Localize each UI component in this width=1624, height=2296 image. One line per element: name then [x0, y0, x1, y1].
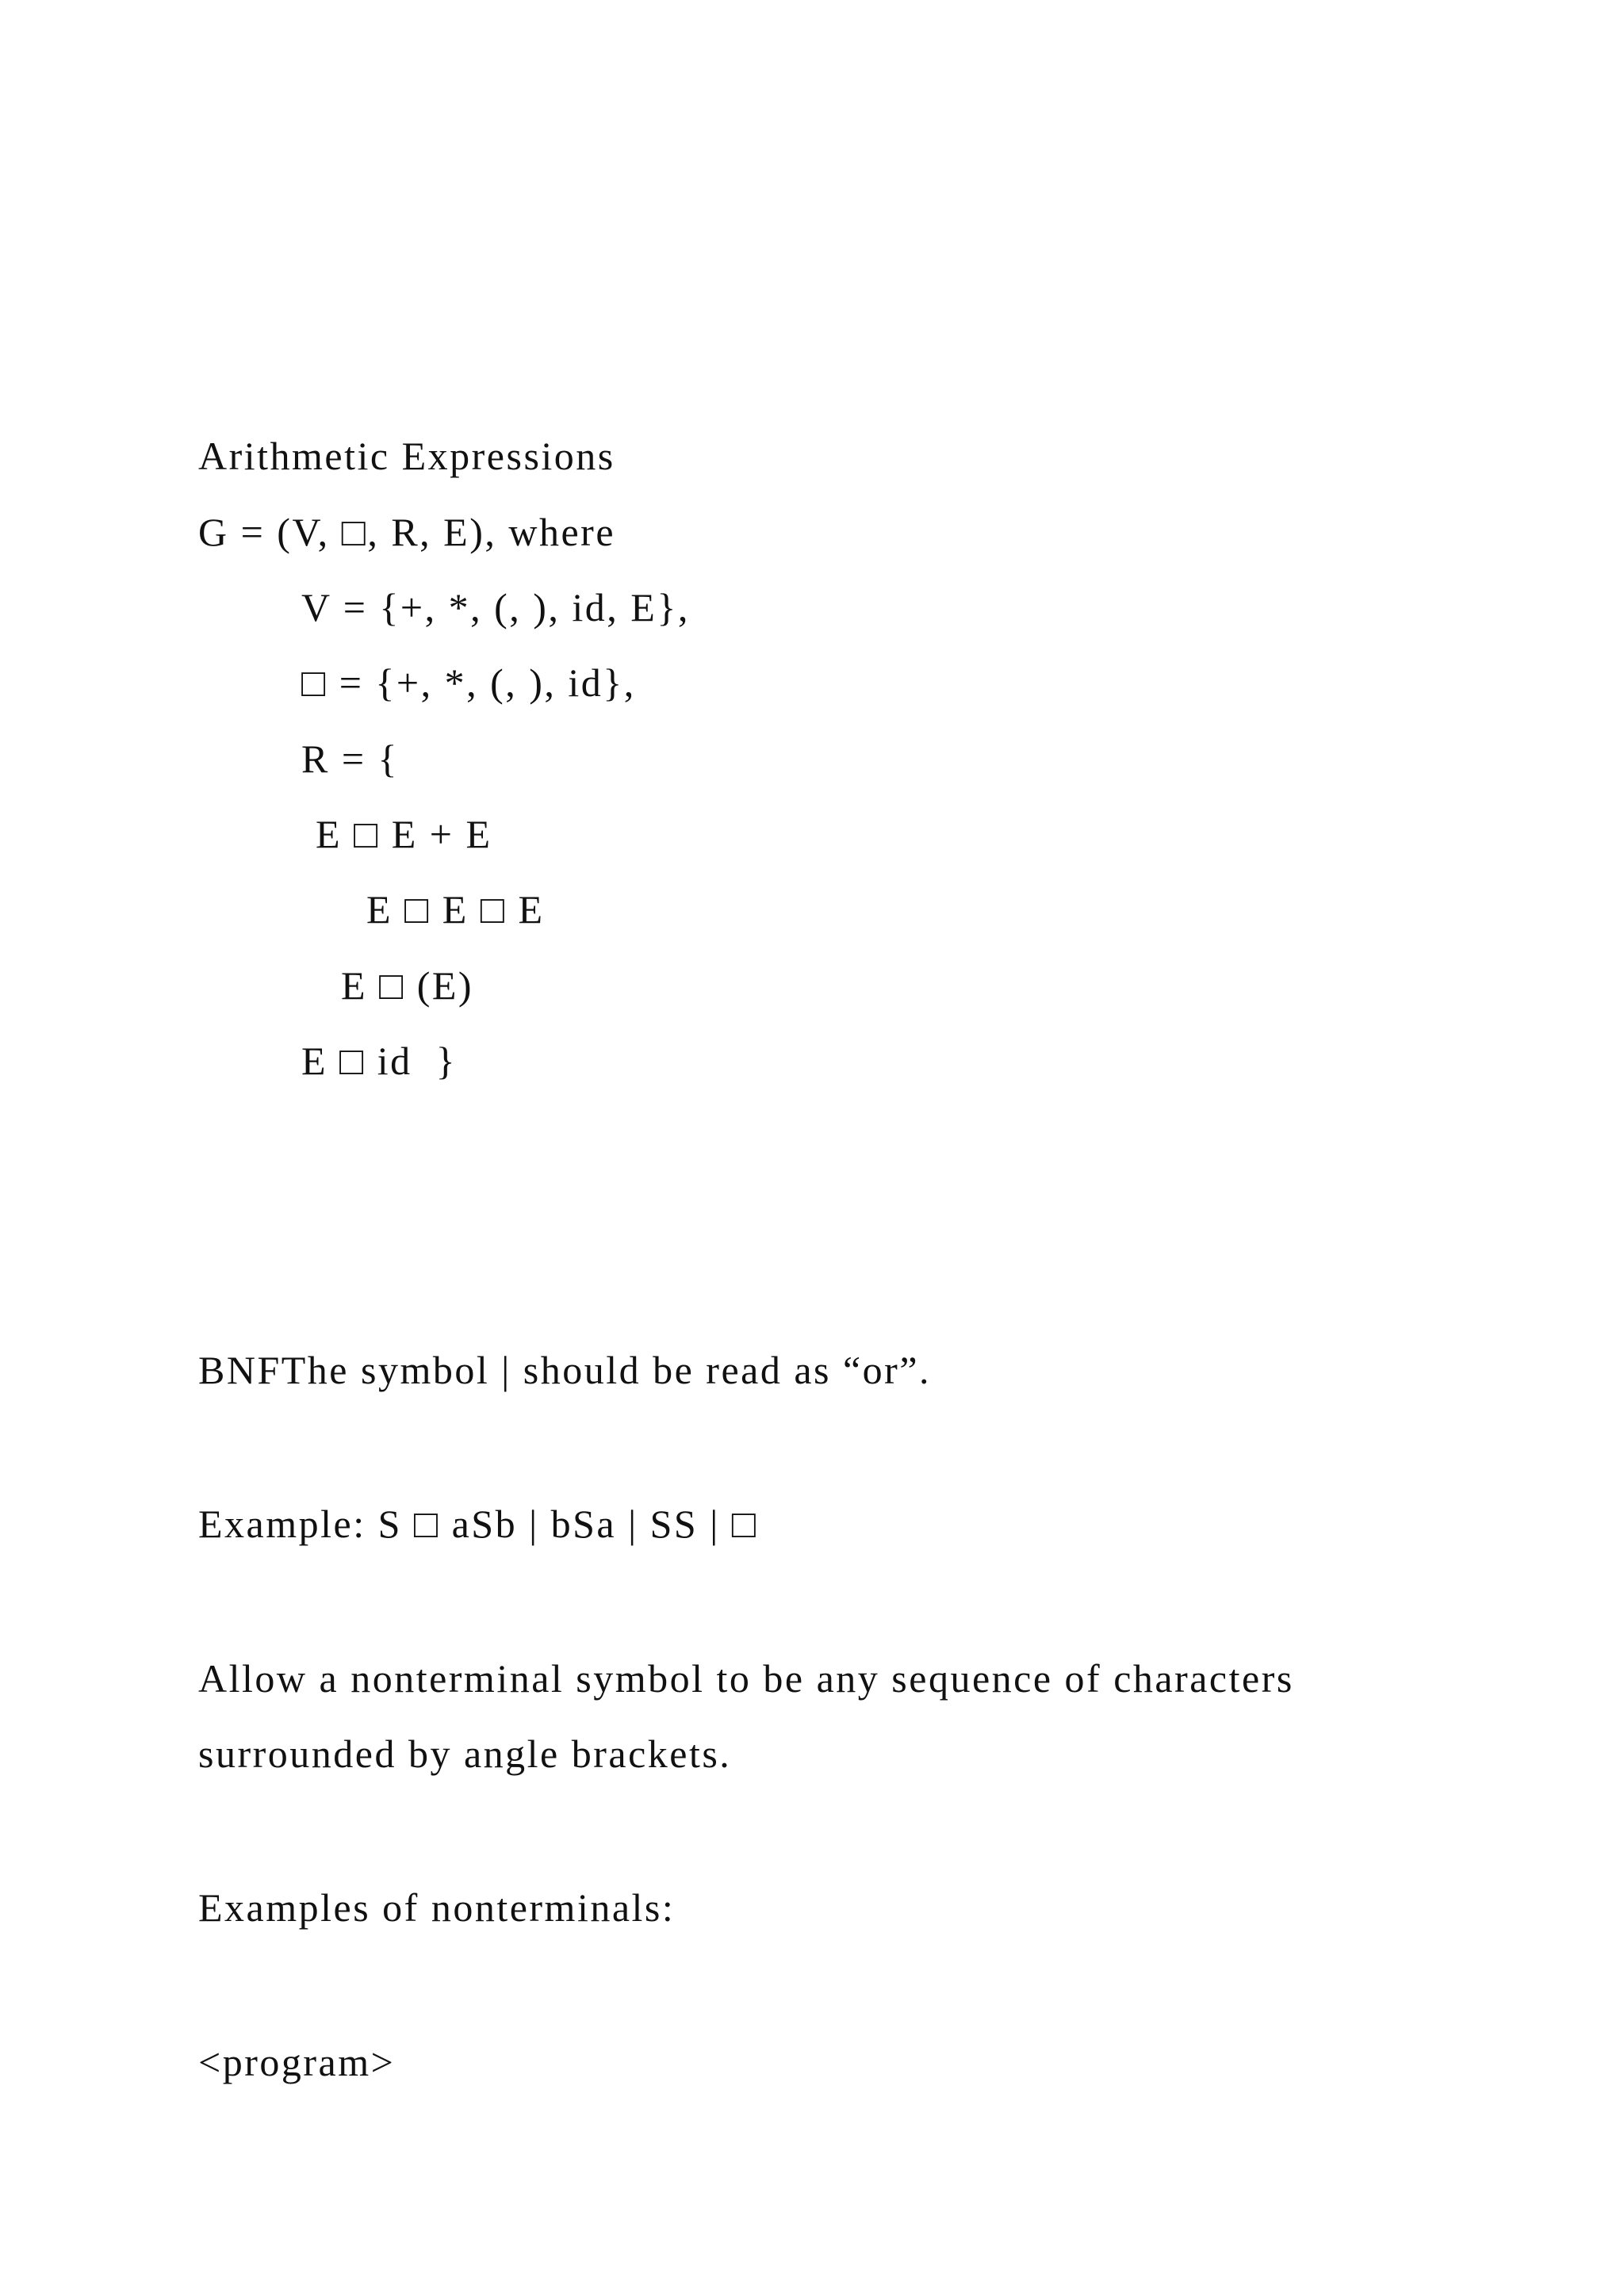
nonterminal-rule-line-1: Allow a nonterminal symbol to be any sequence of characters	[198, 1656, 1294, 1701]
rule-multiplication: E □ E □ E	[366, 887, 545, 932]
rules-open: R = {	[301, 737, 400, 781]
bnf-note: BNFThe symbol | should be read as “or”.	[198, 1348, 932, 1392]
rule-parentheses: E □ (E)	[341, 963, 474, 1008]
rule-addition: E □ E + E	[316, 812, 492, 856]
program-nonterminal: <program>	[198, 2040, 396, 2084]
nonterminal-rule-line-2: surrounded by angle brackets.	[198, 1732, 732, 1776]
terminal-set: □ = {+, *, (, ), id},	[301, 660, 636, 705]
rule-identifier: E □ id }	[301, 1039, 458, 1083]
example-production: Example: S □ aSb | bSa | SS | □	[198, 1502, 758, 1546]
examples-heading: Examples of nonterminals:	[198, 1885, 676, 1930]
section-heading: Arithmetic Expressions	[198, 434, 615, 478]
grammar-definition: G = (V, □, R, E), where	[198, 510, 616, 554]
vocabulary-set: V = {+, *, (, ), id, E},	[301, 585, 690, 629]
